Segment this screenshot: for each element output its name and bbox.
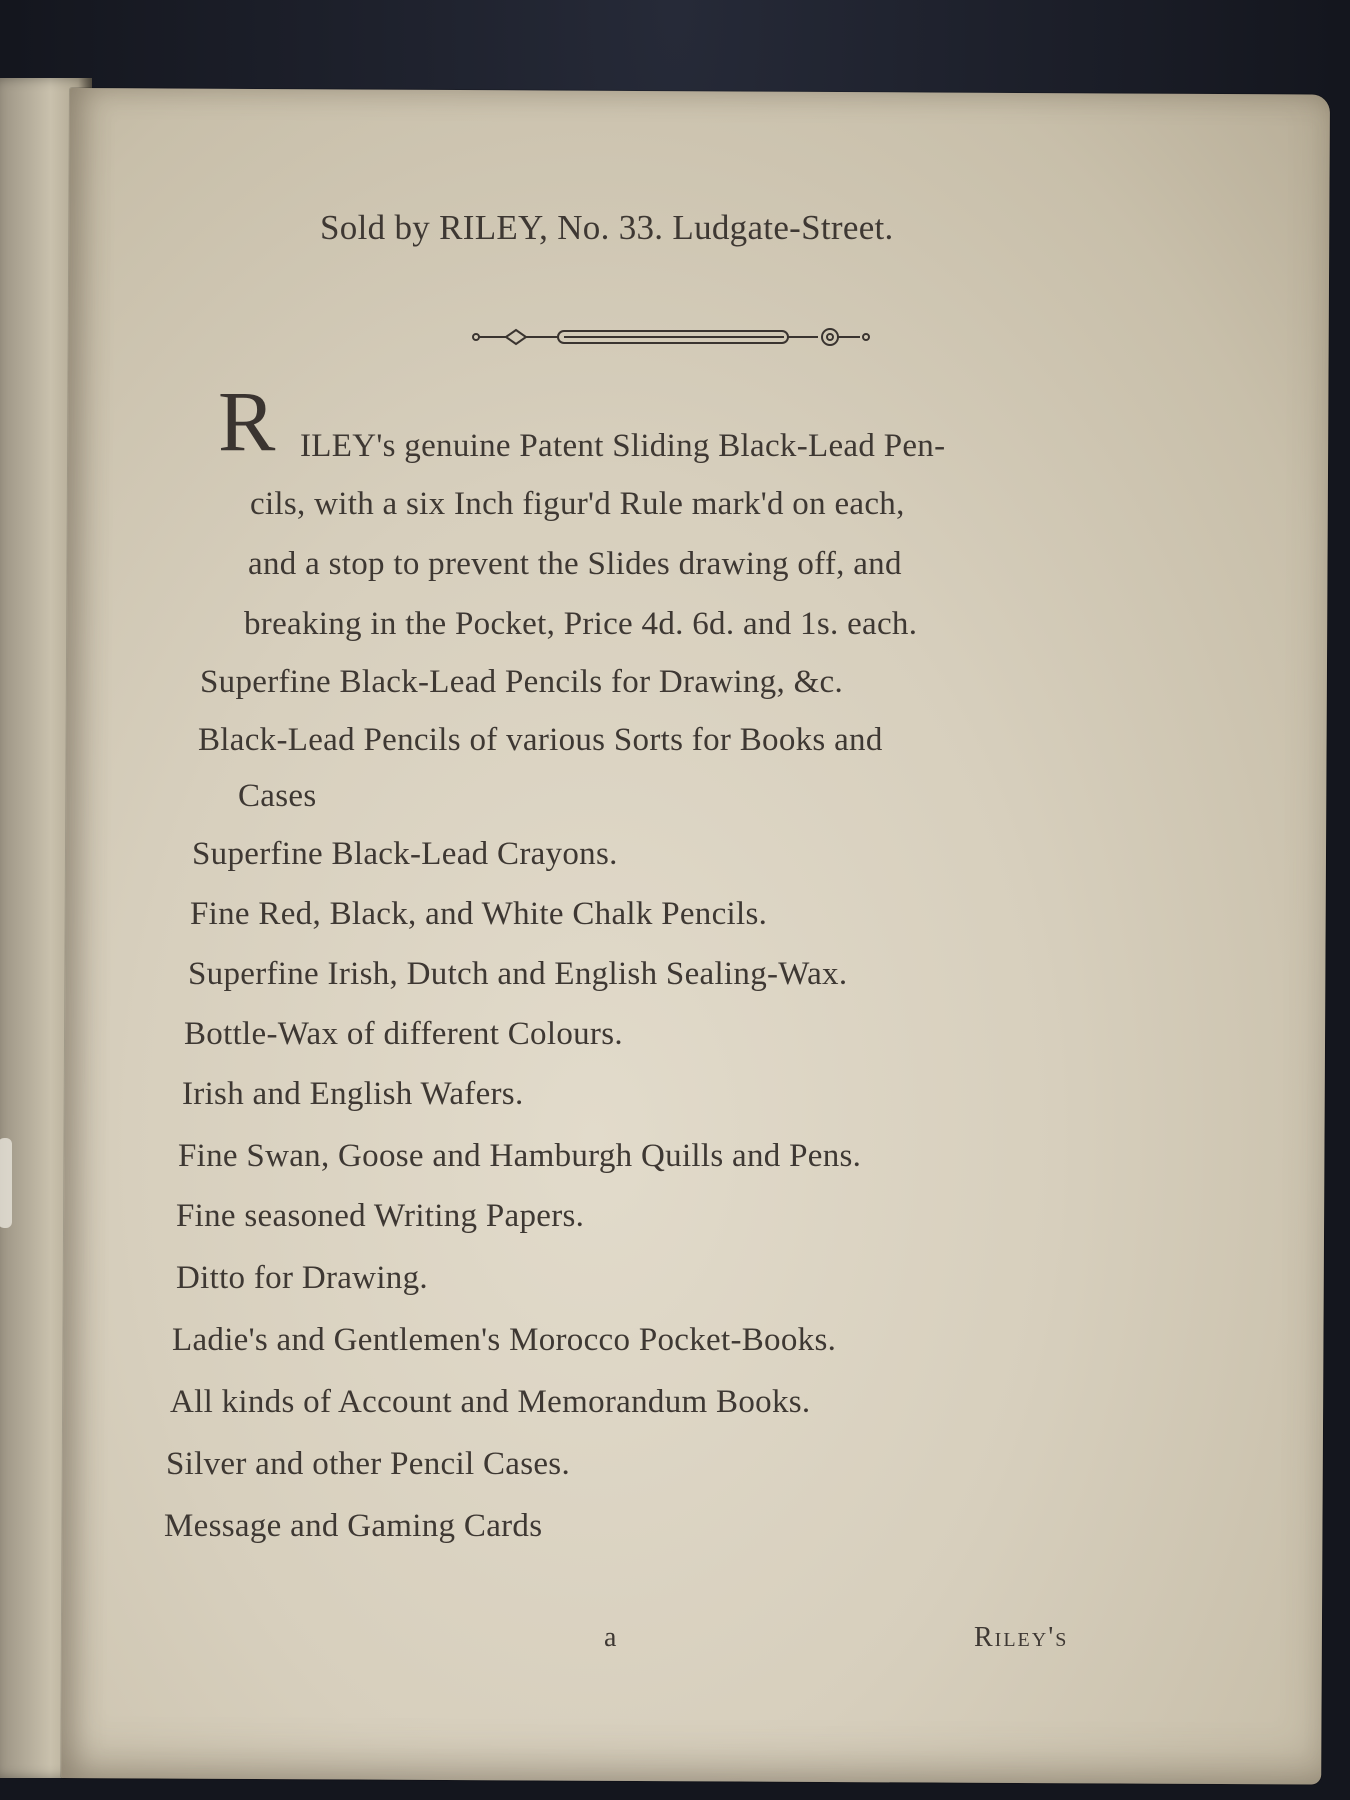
list-item: Black-Lead Pencils of various Sorts for Books and bbox=[198, 722, 883, 758]
intro-line-3: and a stop to prevent the Slides drawing off, and bbox=[248, 546, 902, 582]
ornamental-rule-icon bbox=[468, 322, 876, 352]
list-item: Cases bbox=[238, 778, 317, 814]
list-item: Fine Red, Black, and White Chalk Pencils. bbox=[190, 896, 768, 932]
list-item: Ladie's and Gentlemen's Morocco Pocket-Books. bbox=[172, 1322, 837, 1358]
list-item: Fine Swan, Goose and Hamburgh Quills and Pens. bbox=[178, 1138, 862, 1174]
catchword: Riley's bbox=[974, 1622, 1069, 1653]
list-item: Bottle-Wax of different Colours. bbox=[184, 1016, 623, 1052]
intro-line-4: breaking in the Pocket, Price 4d. 6d. and 1s. each. bbox=[244, 606, 918, 642]
list-item: Ditto for Drawing. bbox=[176, 1260, 428, 1296]
list-item: Superfine Black-Lead Pencils for Drawing, &c. bbox=[200, 664, 844, 700]
intro-line-2: cils, with a six Inch figur'd Rule mark'd on each, bbox=[250, 486, 905, 522]
list-item: Message and Gaming Cards bbox=[164, 1508, 543, 1544]
list-item: Irish and English Wafers. bbox=[182, 1076, 524, 1112]
list-item: Superfine Irish, Dutch and English Sealing-Wax. bbox=[188, 956, 848, 992]
drop-cap: R bbox=[218, 373, 276, 469]
list-item: All kinds of Account and Memorandum Books. bbox=[170, 1384, 811, 1420]
list-item: Superfine Black-Lead Crayons. bbox=[192, 836, 618, 872]
page-header: Sold by RILEY, No. 33. Ludgate-Street. bbox=[320, 208, 894, 247]
list-item: Silver and other Pencil Cases. bbox=[166, 1446, 571, 1482]
list-item: Fine seasoned Writing Papers. bbox=[176, 1198, 585, 1234]
intro-line-1: ILEY's genuine Patent Sliding Black-Lead Pen- bbox=[300, 428, 946, 464]
signature-mark: a bbox=[604, 1622, 617, 1653]
